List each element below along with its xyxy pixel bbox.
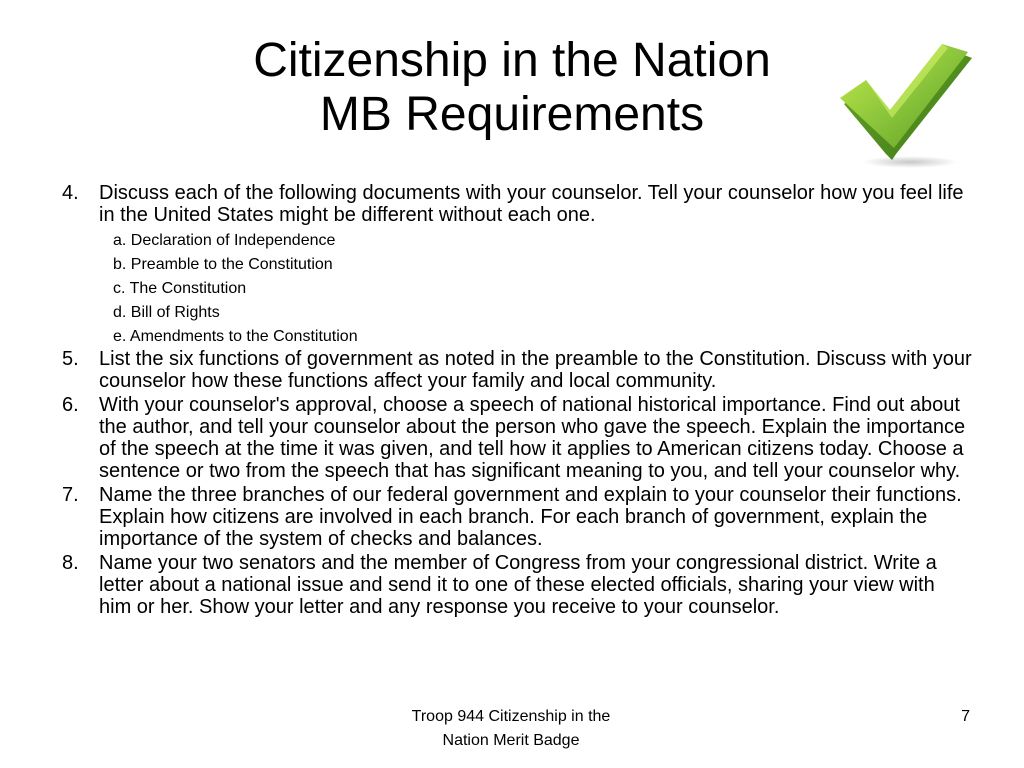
requirement-number: 5. bbox=[62, 348, 79, 370]
requirement-text: With your counselor's approval, choose a speech of national historical importance. Find out about the author, and tell your counselor about the person who gave the speech. Explain the importance of the speech at the time it was given, and tell how it applies to American citizens today. Choose a sentence or two from the speech that has significant meaning to you, and tell your counselor why. bbox=[99, 394, 966, 482]
checkmark-icon bbox=[836, 42, 978, 170]
requirement-item bbox=[62, 394, 972, 482]
requirement-item bbox=[62, 348, 972, 392]
slide-footer bbox=[361, 705, 661, 753]
requirement-number: 4. bbox=[62, 182, 79, 204]
requirement-item bbox=[62, 552, 972, 618]
document-sublist bbox=[113, 231, 972, 346]
sublist-item: c. The Constitution bbox=[113, 280, 247, 297]
sublist-item: d. Bill of Rights bbox=[113, 304, 220, 321]
requirement-text: Name your two senators and the member of Congress from your congressional district. Write a letter about a national issue and send it to one of these elected officials, sharing your view with him or her. Show your letter and any response you receive to your counselor. bbox=[99, 552, 937, 618]
sublist-item: b. Preamble to the Constitution bbox=[113, 256, 333, 273]
slide-number: 7 bbox=[961, 708, 970, 725]
footer-line-1: Troop 944 Citizenship in the bbox=[411, 708, 611, 725]
requirement-number: 7. bbox=[62, 484, 79, 506]
requirements-list bbox=[62, 182, 972, 618]
footer-line-2: Nation Merit Badge bbox=[442, 732, 580, 749]
requirement-item bbox=[62, 182, 972, 226]
requirement-text: Name the three branches of our federal government and explain to your counselor their functions. Explain how citizens are involved in each branch. For each branch of government, explain the importance of the system of checks and balances. bbox=[99, 484, 962, 550]
slide-title-line-1: Citizenship in the Nation bbox=[253, 34, 771, 87]
sublist-item: a. Declaration of Independence bbox=[113, 232, 336, 249]
requirement-item bbox=[62, 484, 972, 550]
requirement-number: 8. bbox=[62, 552, 79, 574]
slide-title-line-2: MB Requirements bbox=[319, 88, 705, 141]
requirement-number: 6. bbox=[62, 394, 79, 416]
sublist-item: e. Amendments to the Constitution bbox=[113, 328, 358, 345]
requirement-text: List the six functions of government as noted in the preamble to the Constitution. Discuss with your counselor how these functions affect your family and local community. bbox=[99, 348, 972, 392]
requirement-text: Discuss each of the following documents with your counselor. Tell your counselor how you feel life in the United States might be different without each one. bbox=[99, 182, 964, 226]
